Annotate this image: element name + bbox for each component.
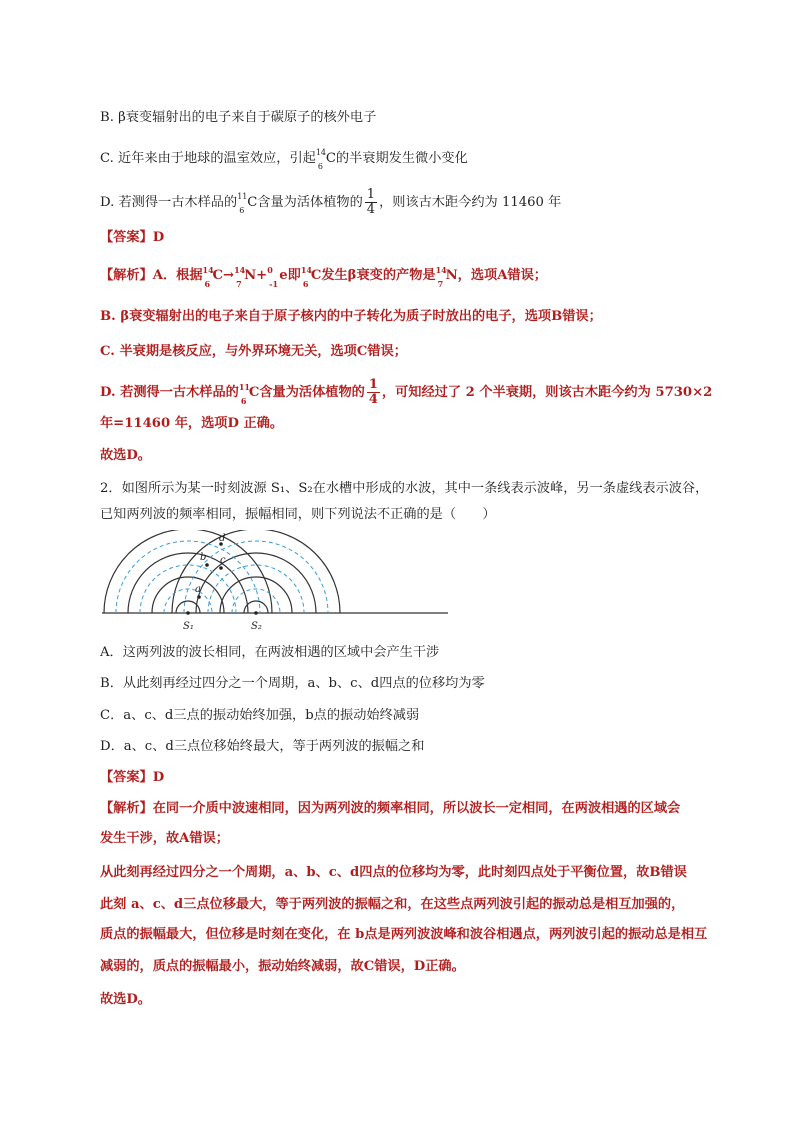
- nuclide-c11: 11 6 C: [237, 192, 258, 215]
- analysis-2-conclusion: 故选D。: [100, 992, 151, 1007]
- option-c: [100, 149, 734, 169]
- point-s1: [186, 611, 190, 615]
- option-d: D. 若测得一古木样品的 11 6 C含量为活体植物的 $\frac{1}{4}$ ，则该古木距今约为 11460 年: [100, 187, 562, 217]
- answer-2: 【答案】D: [100, 770, 165, 785]
- question-2-option-a: A．这两列波的波长相同，在两波相遇的区域中会产生干涉: [100, 645, 440, 660]
- analysis-2-line-6: 减弱的，质点的振幅最小，振动始终减弱，故C错误，D正确。: [100, 959, 465, 974]
- point-c: [219, 566, 223, 570]
- label-b: b: [200, 552, 207, 563]
- analysis-1-a: 【解析】A．根据 14 6 C→ 14 7 N+ 0 -1 e即 14 6 C发生β衰变的产物是 14 7 N，选项A错误；: [100, 265, 547, 289]
- label-s1: S₁: [183, 621, 194, 632]
- analysis-2-line-5: 质点的振幅最大，但位移是时刻在变化，在 b点是两列波波峰和波谷相遇点，两列波引起的振动总是相互: [100, 927, 708, 942]
- analysis-1-d-cont: 年=11460 年，选项D 正确。: [100, 416, 284, 431]
- analysis-1-d: D. 若测得一古木样品的 11 6 C含量为活体植物的 $\frac{1}{4}$ ，可知经过了 2 个半衰期，则该古木距今约为 5730×2: [100, 377, 713, 407]
- question-2-option-b: B．从此刻再经过四分之一个周期，a、b、c、d四点的位移均为零: [100, 676, 485, 691]
- point-b: [205, 563, 209, 567]
- question-2-line-2: 已知两列波的频率相同，振幅相同，则下列说法不正确的是（ ）: [100, 507, 496, 522]
- analysis-2-line-1: 【解析】在同一介质中波速相同，因为两列波的频率相同，所以波长一定相同，在两波相遇的区域会: [100, 801, 681, 816]
- question-2-option-c: C．a、c、d三点的振动始终加强，b点的振动始终减弱: [100, 708, 420, 723]
- option-b: B. β衰变辐射出的电子来自于碳原子的核外电子: [100, 110, 377, 125]
- analysis-1-c: C. 半衰期是核反应，与外界环境无关，选项C错误；: [100, 344, 407, 359]
- point-s2: [254, 611, 258, 615]
- question-2-option-d: D．a、c、d三点位移始终最大，等于两列波的振幅之和: [100, 739, 425, 754]
- analysis-2-line-4: 此刻 a、c、d三点位移最大，等于两列波的振幅之和，在这些点两列波引起的振动总是相互加强的，: [100, 897, 685, 912]
- label-d: d: [219, 533, 226, 544]
- nuclide-c14: 14 6 C: [315, 148, 336, 171]
- wave-interference-diagram: [100, 530, 450, 635]
- label-c: c: [220, 555, 226, 566]
- label-a: a: [195, 584, 201, 595]
- point-a: [197, 595, 201, 599]
- analysis-2-line-2: 发生干涉，故A错误；: [100, 831, 229, 846]
- question-2-line-1: 2．如图所示为某一时刻波源 S₁、S₂在水槽中形成的水波，其中一条线表示波峰，另一条虚线表示波谷，: [100, 481, 709, 496]
- label-s2: S₂: [251, 621, 262, 632]
- analysis-1-conclusion: 故选D。: [100, 448, 151, 463]
- answer-1: 【答案】D: [100, 230, 165, 245]
- option-c-post: 的半衰期发生微小变化: [335, 151, 468, 166]
- analysis-1-b: B. β衰变辐射出的电子来自于原子核内的中子转化为质子时放出的电子，选项B错误；: [100, 309, 602, 324]
- analysis-2-line-3: 从此刻再经过四分之一个周期，a、b、c、d四点的位移均为零，此时刻四点处于平衡位置，故B错误: [100, 865, 687, 880]
- fraction-one-quarter: $\frac{1}{4}$: [366, 187, 376, 217]
- option-c-pre: C. 近年来由于地球的温室效应，引起: [100, 151, 316, 166]
